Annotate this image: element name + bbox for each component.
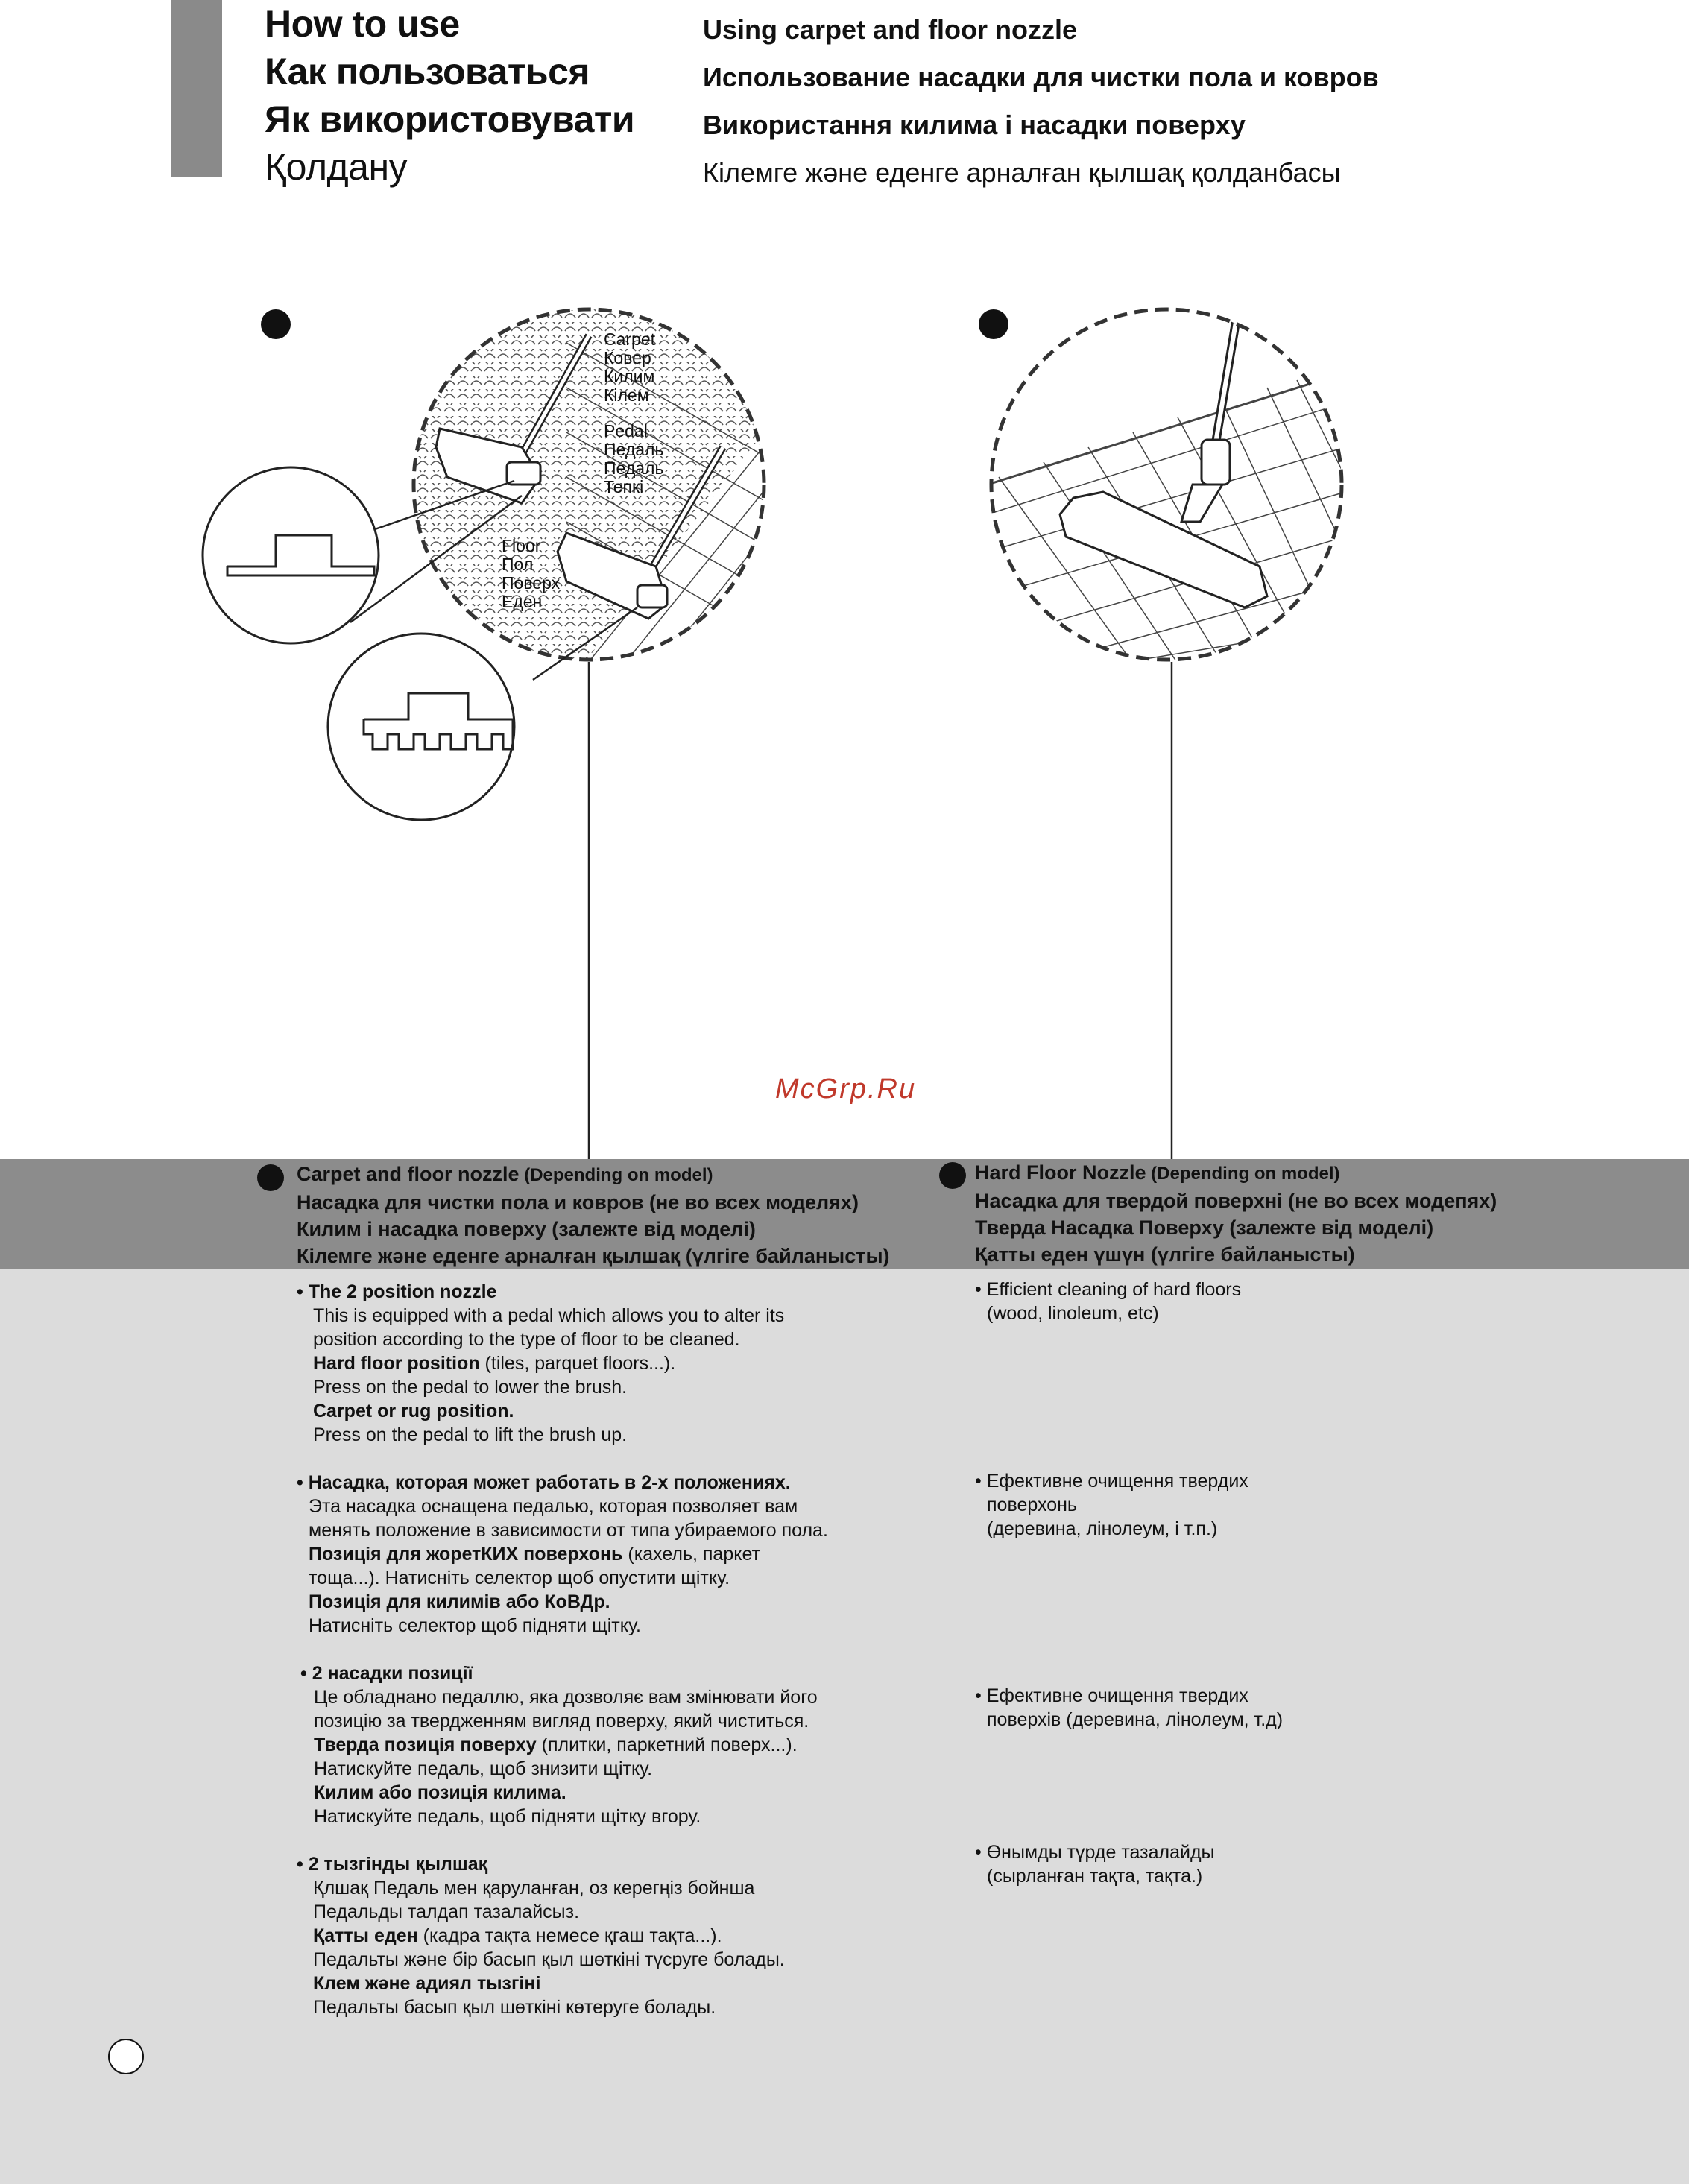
floor-labels	[502, 537, 560, 611]
title-ru: Как пользоваться	[265, 51, 590, 92]
carpet-floor-scene	[410, 306, 775, 686]
pedal-labels	[604, 422, 663, 496]
uk-instructions	[300, 1661, 818, 1828]
uk-line: Натискуйте педаль, щоб знизити щітку.	[314, 1758, 653, 1779]
ru-carpet-label: Позиція для килимів або КоВДр.	[309, 1591, 610, 1612]
ru-line: тоща...). Натисніть селектор щоб опустити щітку.	[309, 1568, 730, 1588]
en-hard-floor-label: Hard floor position	[313, 1353, 480, 1374]
en-line: position according to the type of floor to be cleaned.	[313, 1329, 740, 1350]
page-number-circle	[108, 2039, 144, 2074]
heading-en: Hard Floor Nozzle	[975, 1161, 1146, 1184]
carpet-position-detail	[328, 634, 514, 820]
uk-line: Натискуйте педаль, щоб підняти щітку вгору.	[314, 1806, 701, 1827]
kz-line: • Өнымды түрде тазалайды	[975, 1842, 1215, 1863]
pedal-label-uk: Педаль	[604, 458, 664, 478]
title-kz: Қолдану	[265, 146, 408, 188]
kz-line: Педальты және бір басып қыл шөткіні түсруге болады.	[313, 1949, 785, 1970]
kz-hard-floor-text	[975, 1840, 1215, 1888]
heading-uk: Килим і насадка поверху (залежте від моделі)	[297, 1218, 756, 1240]
kz-line: Педальты басып қыл шөткіні көтеруге болады.	[313, 1997, 716, 2018]
uk-line: позицію за твердженням вигляд поверху, який чиститься.	[314, 1711, 809, 1732]
content-area	[0, 1269, 1689, 2184]
uk-bullet: • 2 насадки позиції	[300, 1663, 473, 1684]
kz-bullet: • 2 тызгінды қылшақ	[297, 1854, 488, 1875]
en-carpet-label: Carpet or rug position.	[313, 1401, 514, 1421]
carpet-label-kz: Кілем	[604, 385, 649, 405]
uk-carpet-label: Килим або позиція килима.	[314, 1782, 566, 1803]
ru-line: • Ефективне очищення твердих	[975, 1471, 1248, 1492]
section-title-kz: Кілемге және еденге арналған қылшақ қолданбасы	[703, 157, 1341, 188]
uk-hard-floor-label: Тверда позиція поверху	[314, 1735, 537, 1755]
title-uk: Як використовувати	[265, 98, 635, 140]
section-2-marker	[939, 1162, 966, 1189]
uk-line: поверхів (деревина, лінолеум, т.д)	[987, 1709, 1284, 1730]
uk-line: • Ефективне очищення твердих	[975, 1685, 1248, 1706]
ru-line: Натисніть селектор щоб підняти щітку.	[309, 1615, 641, 1636]
section-title-en: Using carpet and floor nozzle	[703, 14, 1078, 45]
heading-kz: Кілемге және еденге арналған қылшақ (үлгіге байланысты)	[297, 1245, 890, 1267]
floor-label-ru: Пол	[502, 555, 534, 574]
kz-instructions	[297, 1852, 785, 2019]
hard-floor-position-detail	[203, 467, 379, 643]
en-line: • Efficient cleaning of hard floors	[975, 1279, 1242, 1300]
ru-line: поверхонь	[987, 1495, 1077, 1515]
floor-label-kz: Еден	[502, 592, 543, 611]
kz-hard-floor-label: Қатты еден	[313, 1925, 418, 1946]
uk-line: (плитки, паркетний поверх...).	[536, 1735, 798, 1755]
ru-line: (деревина, лінолеум, і т.п.)	[987, 1518, 1218, 1539]
hard-floor-nozzle-heading	[975, 1159, 1497, 1268]
en-line: This is equipped with a pedal which allows you to alter its	[313, 1305, 785, 1326]
carpet-label-en: Carpet	[604, 329, 656, 349]
kz-line: (сырланған тақта, тақта.)	[987, 1866, 1203, 1887]
section-1-marker	[257, 1164, 284, 1191]
ru-line: (кахель, паркет	[622, 1544, 760, 1565]
carpet-labels	[604, 330, 655, 405]
ru-line: менять положение в зависимости от типа убираемого пола.	[309, 1520, 828, 1541]
ru-hard-floor-text	[975, 1469, 1248, 1541]
kz-carpet-label: Клем және адиял тызгіні	[313, 1973, 541, 1994]
pedal-label-ru: Педаль	[604, 440, 664, 459]
heading-ru: Насадка для чистки пола и ковров (не во всех моделях)	[297, 1191, 859, 1213]
floor-label-uk: Поверх	[502, 573, 561, 593]
heading-kz: Қатты еден үшүн (үлгіге байланысты)	[975, 1243, 1355, 1266]
title-en: How to use	[265, 3, 460, 45]
pedal-label-kz: Тепкі	[604, 477, 644, 496]
ru-hard-floor-label: Позиція для жоретКИХ поверхонь	[309, 1544, 623, 1565]
hard-floor-scene	[988, 306, 1345, 663]
en-bullet: • The 2 position nozzle	[297, 1281, 497, 1302]
heading-en-note: (Depending on model)	[519, 1165, 713, 1185]
en-line: (wood, linoleum, etc)	[987, 1303, 1159, 1324]
en-line: Press on the pedal to lift the brush up.	[313, 1424, 628, 1445]
section-title-ru: Использование насадки для чистки пола и ковров	[703, 62, 1379, 92]
uk-hard-floor-text	[975, 1684, 1283, 1732]
uk-line: Це обладнано педаллю, яка дозволяє вам змінювати його	[314, 1687, 818, 1708]
kz-line: Педальды талдап тазалайсыз.	[313, 1901, 580, 1922]
ru-line: Эта насадка оснащена педалью, которая позволяет вам	[309, 1496, 798, 1517]
pedal-label-en: Pedal	[604, 421, 648, 441]
ru-instructions	[297, 1471, 828, 1638]
kz-line: Қлшақ Педаль мен қаруланған, оз керегңіз бойнша	[313, 1878, 755, 1899]
en-line: (tiles, parquet floors...).	[479, 1353, 676, 1374]
carpet-label-ru: Ковер	[604, 348, 651, 367]
floor-label-en: Floor	[502, 536, 541, 555]
ru-bullet: • Насадка, которая может работать в 2-х положениях.	[297, 1472, 791, 1493]
heading-uk: Тверда Насадка Поверху (залежте від моделі)	[975, 1216, 1434, 1239]
kz-line: (кадра тақта немесе қгаш тақта...).	[417, 1925, 722, 1946]
heading-ru: Насадка для твердой поверхні (не во всех модепях)	[975, 1190, 1497, 1212]
en-line: Press on the pedal to lower the brush.	[313, 1377, 628, 1398]
en-hard-floor-text	[975, 1278, 1241, 1325]
section-title-uk: Використання килима і насадки поверху	[703, 110, 1246, 140]
heading-en: Carpet and floor nozzle	[297, 1163, 520, 1185]
en-instructions	[297, 1280, 784, 1447]
watermark: McGrp.Ru	[775, 1073, 917, 1105]
heading-en-note: (Depending on model)	[1146, 1164, 1340, 1184]
carpet-label-uk: Килим	[604, 367, 655, 386]
carpet-floor-nozzle-heading	[297, 1161, 890, 1269]
